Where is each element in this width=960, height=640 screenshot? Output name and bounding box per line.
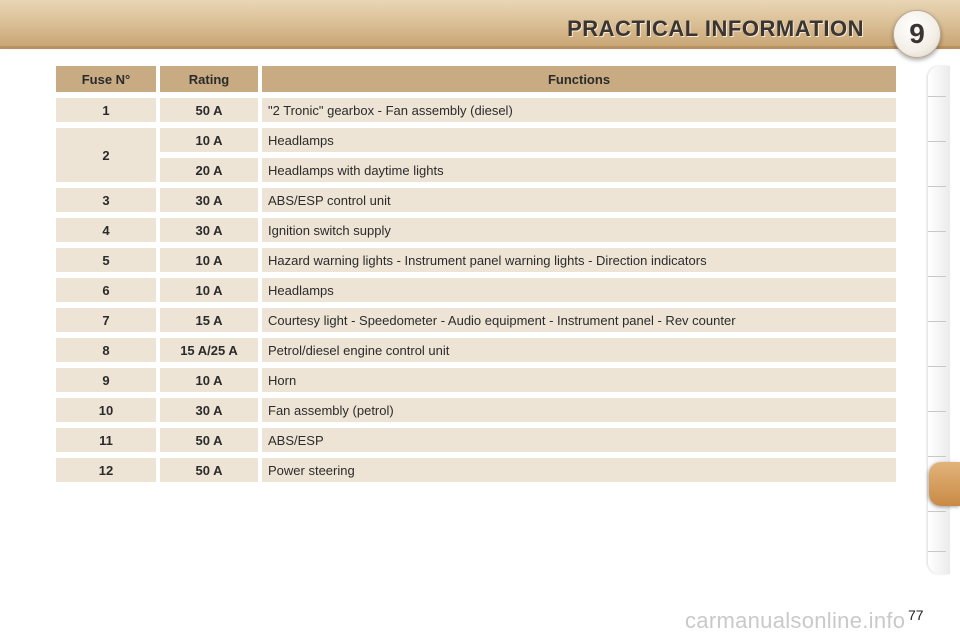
table-row bbox=[56, 128, 896, 152]
table-row bbox=[56, 278, 896, 302]
chapter-tab-divider bbox=[928, 366, 946, 367]
rating-cell: 30 A bbox=[160, 188, 258, 212]
function-cell: Headlamps bbox=[262, 128, 896, 152]
table-row bbox=[56, 458, 896, 482]
function-cell: Courtesy light - Speedometer - Audio equipment - Instrument panel - Rev counter bbox=[262, 308, 896, 332]
header-divider bbox=[0, 46, 960, 49]
rating-cell: 50 A bbox=[160, 98, 258, 122]
function-cell: Hazard warning lights - Instrument panel warning lights - Direction indicators bbox=[262, 248, 896, 272]
fuse-number-cell: 10 bbox=[56, 398, 156, 422]
rating-cell: 10 A bbox=[160, 278, 258, 302]
page-number: 77 bbox=[908, 607, 924, 623]
fuse-number-cell: 4 bbox=[56, 218, 156, 242]
table-header-row bbox=[56, 66, 896, 92]
chapter-tab-active[interactable] bbox=[929, 462, 960, 506]
column-header-fuse: Fuse N° bbox=[56, 66, 156, 92]
fuse-number-cell: 3 bbox=[56, 188, 156, 212]
table-row bbox=[56, 218, 896, 242]
rating-cell: 10 A bbox=[160, 248, 258, 272]
fuse-number-cell: 7 bbox=[56, 308, 156, 332]
function-cell: Horn bbox=[262, 368, 896, 392]
function-cell: Headlamps bbox=[262, 278, 896, 302]
function-cell: Petrol/diesel engine control unit bbox=[262, 338, 896, 362]
chapter-number: 9 bbox=[909, 18, 925, 49]
page-title: PRACTICAL INFORMATION bbox=[567, 16, 864, 41]
chapter-tab-divider bbox=[928, 411, 946, 412]
table-row bbox=[56, 308, 896, 332]
fuse-table bbox=[52, 60, 900, 488]
function-cell: ABS/ESP control unit bbox=[262, 188, 896, 212]
rating-cell: 30 A bbox=[160, 218, 258, 242]
fuse-number-cell: 2 bbox=[56, 128, 156, 182]
column-header-rating: Rating bbox=[160, 66, 258, 92]
table-row bbox=[56, 98, 896, 122]
fuse-number-cell: 9 bbox=[56, 368, 156, 392]
table-row bbox=[56, 338, 896, 362]
rating-cell: 15 A/25 A bbox=[160, 338, 258, 362]
fuse-number-cell: 6 bbox=[56, 278, 156, 302]
chapter-tab-divider bbox=[928, 321, 946, 322]
function-cell: Headlamps with daytime lights bbox=[262, 158, 896, 182]
fuse-number-cell: 11 bbox=[56, 428, 156, 452]
function-cell: "2 Tronic" gearbox - Fan assembly (diesel) bbox=[262, 98, 896, 122]
table-row bbox=[56, 188, 896, 212]
chapter-tab-divider bbox=[928, 276, 946, 277]
fuse-number-cell: 1 bbox=[56, 98, 156, 122]
table-row bbox=[56, 158, 896, 182]
function-cell: Fan assembly (petrol) bbox=[262, 398, 896, 422]
chapter-badge bbox=[893, 10, 941, 58]
chapter-tab-divider bbox=[928, 186, 946, 187]
fuse-number-cell: 12 bbox=[56, 458, 156, 482]
table-row bbox=[56, 428, 896, 452]
rating-cell: 20 A bbox=[160, 158, 258, 182]
table-row bbox=[56, 368, 896, 392]
table-row bbox=[56, 248, 896, 272]
chapter-tab-divider bbox=[928, 96, 946, 97]
function-cell: Ignition switch supply bbox=[262, 218, 896, 242]
chapter-tab-divider bbox=[928, 511, 946, 512]
rating-cell: 10 A bbox=[160, 368, 258, 392]
rating-cell: 50 A bbox=[160, 458, 258, 482]
chapter-tab-divider bbox=[928, 141, 946, 142]
rating-cell: 10 A bbox=[160, 128, 258, 152]
function-cell: Power steering bbox=[262, 458, 896, 482]
column-header-functions: Functions bbox=[262, 66, 896, 92]
fuse-number-cell: 5 bbox=[56, 248, 156, 272]
watermark-text: carmanualsonline.info bbox=[685, 608, 906, 633]
chapter-tab-divider bbox=[928, 456, 946, 457]
rating-cell: 50 A bbox=[160, 428, 258, 452]
rating-cell: 30 A bbox=[160, 398, 258, 422]
chapter-tab-divider bbox=[928, 551, 946, 552]
table-row bbox=[56, 398, 896, 422]
rating-cell: 15 A bbox=[160, 308, 258, 332]
fuse-number-cell: 8 bbox=[56, 338, 156, 362]
function-cell: ABS/ESP bbox=[262, 428, 896, 452]
chapter-tab-divider bbox=[928, 231, 946, 232]
